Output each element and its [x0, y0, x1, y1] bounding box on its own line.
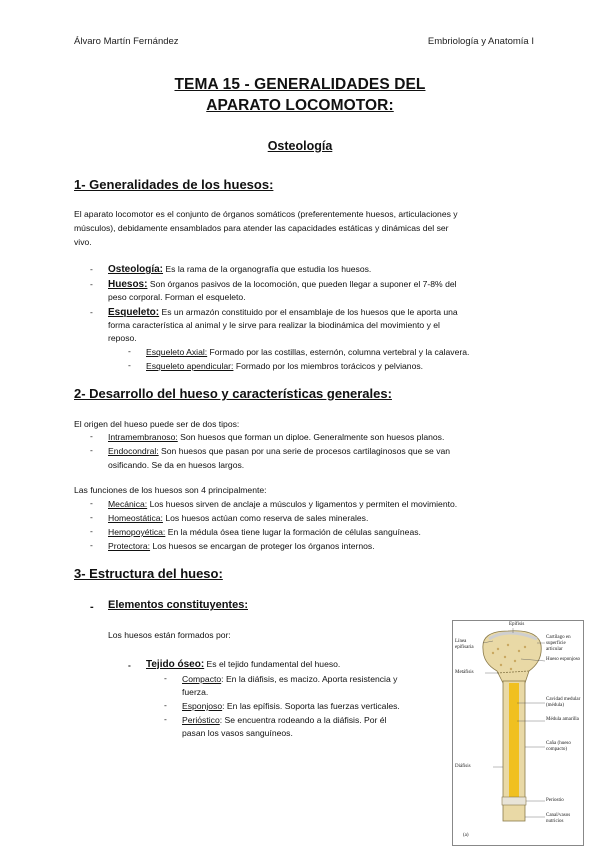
- bullet-dash: -: [90, 601, 94, 613]
- s2-func-hemopoyetica: Hemopoyética: En la médula ósea tiene lugar la formación de células sanguíneas.: [108, 527, 421, 537]
- periosteum-band: [502, 797, 526, 805]
- page-title-line2: APARATO LOCOMOTOR:: [206, 97, 394, 114]
- header-author: Álvaro Martín Fernández: [74, 36, 179, 47]
- section2-heading: 2- Desarrollo del hueso y características generales:: [74, 386, 392, 401]
- s2-func-protectora: Protectora: Los huesos se encargan de proteger los órganos internos.: [108, 541, 375, 551]
- bullet-dash: -: [90, 264, 93, 274]
- bullet-dash: -: [90, 498, 93, 508]
- long-bone-illustration: [453, 621, 583, 845]
- bullet-dash: -: [128, 346, 131, 356]
- s1-intro-line2: músculos), debidamente ensamblados para atender las capacidades estáticas y dinámicas del ser: [74, 223, 449, 233]
- s2-type-endocondral: Endocondral: Son huesos que pasan por una serie de procesos cartilaginosos que se van: [108, 446, 451, 456]
- bullet-dash: -: [90, 540, 93, 550]
- bullet-dash: -: [164, 700, 167, 710]
- s2-intro1: El origen del hueso puede ser de dos tipos:: [74, 419, 240, 429]
- label-epifisis: Epífisis: [509, 622, 525, 627]
- s3-tissue-compacto-cont: fuerza.: [182, 687, 209, 697]
- s3-tissue: Tejido óseo: Es el tejido fundamental del hueso.: [146, 659, 341, 670]
- s2-func-mecanica: Mecánica: Los huesos sirven de anclaje a músculos y ligamentos y permiten el movimiento.: [108, 499, 458, 509]
- long-bone-figure: [452, 620, 584, 846]
- s1-item-osteologia: Osteología: Es la rama de la organografía que estudia los huesos.: [108, 264, 372, 275]
- medullary-cavity: [509, 683, 519, 803]
- bullet-dash: -: [90, 307, 93, 317]
- s2-type-intramembranoso: Intramembranoso: Son huesos que forman un diploe. Generalmente son huesos planos.: [108, 432, 445, 442]
- page-subtitle: Osteología: [267, 139, 333, 153]
- s1-sub-apendicular: Esqueleto apendicular: Formado por los miembros torácicos y pelvianos.: [146, 361, 424, 371]
- label-cavidad: Cavidad medular (médula): [546, 697, 581, 708]
- s3-tissue-esponjoso: Esponjoso: En las epífisis. Soporta las fuerzas verticales.: [182, 701, 400, 711]
- label-linea: Línea epifisaria: [455, 639, 474, 650]
- label-medula: Médula amarilla: [546, 717, 579, 722]
- header-course: Embriología y Anatomía I: [427, 36, 534, 47]
- bullet-dash: -: [164, 714, 167, 724]
- label-diafisis: Diáfisis: [455, 764, 471, 769]
- page-title-line1: TEMA 15 - GENERALIDADES DEL: [174, 76, 426, 93]
- s3-intro: Los huesos están formados por:: [108, 630, 231, 640]
- s1-item-esqueleto: Esqueleto: Es un armazón constituido por el ensamblaje de los huesos que le aporta una: [108, 307, 458, 318]
- s1-item-huesos: Huesos: Son órganos pasivos de la locomoción, que pueden llegar a suponer el 7-8% del: [108, 279, 457, 290]
- s2-intro2: Las funciones de los huesos son 4 principalmente:: [74, 485, 267, 495]
- bullet-dash: -: [90, 445, 93, 455]
- label-periostio: Periostio: [546, 798, 564, 803]
- bullet-dash: -: [128, 660, 131, 670]
- s1-item-huesos-cont: peso corporal. Forman el esqueleto.: [108, 292, 246, 302]
- s1-intro-line1: El aparato locomotor es el conjunto de órganos somáticos (preferentemente huesos, articulaciones y: [74, 209, 458, 219]
- bullet-dash: -: [164, 673, 167, 683]
- label-figure-letter: (a): [463, 833, 469, 838]
- bullet-dash: -: [90, 279, 93, 289]
- s3-tissue-periostico: Periόstico: Se encuentra rodeando a la diáfisis. Por él: [182, 715, 387, 725]
- s3-tissue-periostico-cont: pasan los vasos sanguíneos.: [182, 728, 293, 738]
- bullet-dash: -: [128, 360, 131, 370]
- label-cartilago: Cartílago en superficie articular: [546, 635, 571, 652]
- s1-item-esqueleto-cont2: reposo.: [108, 333, 137, 343]
- label-hueso-esponjoso: Hueso esponjoso: [546, 657, 581, 662]
- bullet-dash: -: [90, 431, 93, 441]
- s2-func-homeostatica: Homeostática: Los huesos actúan como reserva de sales minerales.: [108, 513, 369, 523]
- s1-intro-line3: vivo.: [74, 237, 92, 247]
- s2-type-endocondral-cont: osificando. Se da en huesos largos.: [108, 460, 245, 470]
- s3-tissue-compacto: Compacto: En la diáfisis, es macizo. Aporta resistencia y: [182, 674, 398, 684]
- label-cana: Caña (hueso compacto): [546, 741, 571, 752]
- bullet-dash: -: [90, 512, 93, 522]
- s3-sub-heading: Elementos constituyentes:: [108, 599, 248, 611]
- s1-item-esqueleto-cont1: forma característica al animal y le sirve para realizar la biodinámica del movimiento y el: [108, 320, 440, 330]
- section1-heading: 1- Generalidades de los huesos:: [74, 177, 274, 192]
- s1-sub-axial: Esqueleto Axial: Formado por las costillas, esternón, columna vertebral y la calavera.: [146, 347, 470, 357]
- section3-heading: 3- Estructura del hueso:: [74, 566, 223, 581]
- label-metafisis: Metáfisis: [455, 670, 474, 675]
- bullet-dash: -: [90, 526, 93, 536]
- label-conducto: Canal/vasos nutricios: [546, 813, 571, 824]
